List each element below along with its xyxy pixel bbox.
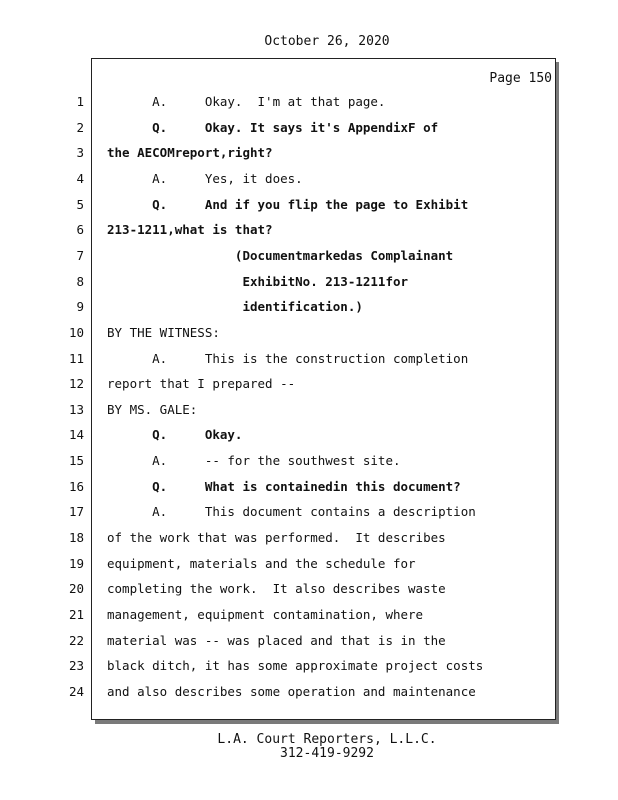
- line-number: 17: [68, 504, 84, 520]
- line-text: report that I prepared --: [107, 376, 296, 392]
- line-text: ExhibitNo. 213-1211for: [107, 273, 409, 289]
- line-text: management, equipment contamination, where: [107, 607, 424, 622]
- line-number: 24: [68, 683, 84, 699]
- line-number: 19: [68, 555, 84, 571]
- line-text: 213-1211,what is that?: [107, 222, 273, 238]
- transcript-date: October 26, 2020: [264, 34, 390, 49]
- line-number: 2: [76, 119, 84, 135]
- line-text: A. Okay. I'm at that page.: [107, 94, 386, 109]
- line-number: 4: [76, 170, 84, 186]
- line-number: 6: [76, 222, 84, 238]
- line-text: A. Yes, it does.: [107, 170, 303, 186]
- line-number: 8: [76, 273, 84, 289]
- line-number: 5: [76, 196, 84, 212]
- line-number: 13: [68, 401, 84, 417]
- line-number: 16: [68, 478, 84, 494]
- line-number: 7: [76, 247, 84, 263]
- line-text: and also describes some operation and maintenance: [107, 683, 476, 699]
- line-number: 12: [68, 376, 84, 392]
- line-number: 11: [68, 350, 84, 366]
- line-number: 10: [68, 324, 84, 340]
- line-number: 14: [68, 427, 84, 443]
- line-text: (Documentmarkedas Complainant: [107, 247, 454, 263]
- footer-company: L.A. Court Reporters, L.L.C.: [217, 732, 437, 747]
- line-text: equipment, materials and the schedule for: [107, 555, 416, 571]
- line-text: Q. Okay.: [107, 427, 243, 443]
- line-text: black ditch, it has some approximate project costs: [107, 658, 484, 674]
- line-number: 18: [68, 530, 84, 546]
- line-number: 3: [76, 145, 84, 161]
- line-number: 21: [68, 607, 84, 622]
- line-text: Q. Okay. It says it's AppendixF of: [107, 119, 439, 135]
- line-text: BY THE WITNESS:: [107, 324, 220, 340]
- line-number: 20: [68, 581, 84, 597]
- line-text: material was -- was placed and that is in the: [107, 632, 446, 648]
- line-text: of the work that was performed. It describes: [107, 530, 446, 546]
- line-text: BY MS. GALE:: [107, 401, 198, 417]
- line-text: the AECOMreport,right?: [107, 145, 273, 161]
- line-text: Q. And if you flip the page to Exhibit: [107, 196, 469, 212]
- line-text: Q. What is containedin this document?: [107, 478, 461, 494]
- line-number: 22: [68, 632, 84, 648]
- footer-phone: 312-419-9292: [280, 746, 374, 761]
- line-number: 15: [68, 453, 84, 469]
- line-number: 9: [76, 299, 84, 315]
- line-number: 23: [68, 658, 84, 674]
- line-number: 1: [76, 94, 84, 109]
- line-text: A. This document contains a description: [107, 504, 476, 520]
- line-text: identification.): [107, 299, 363, 315]
- page-number: Page 150: [489, 71, 552, 86]
- line-text: completing the work. It also describes waste: [107, 581, 446, 597]
- line-text: A. This is the construction completion: [107, 350, 469, 366]
- line-text: A. -- for the southwest site.: [107, 453, 401, 469]
